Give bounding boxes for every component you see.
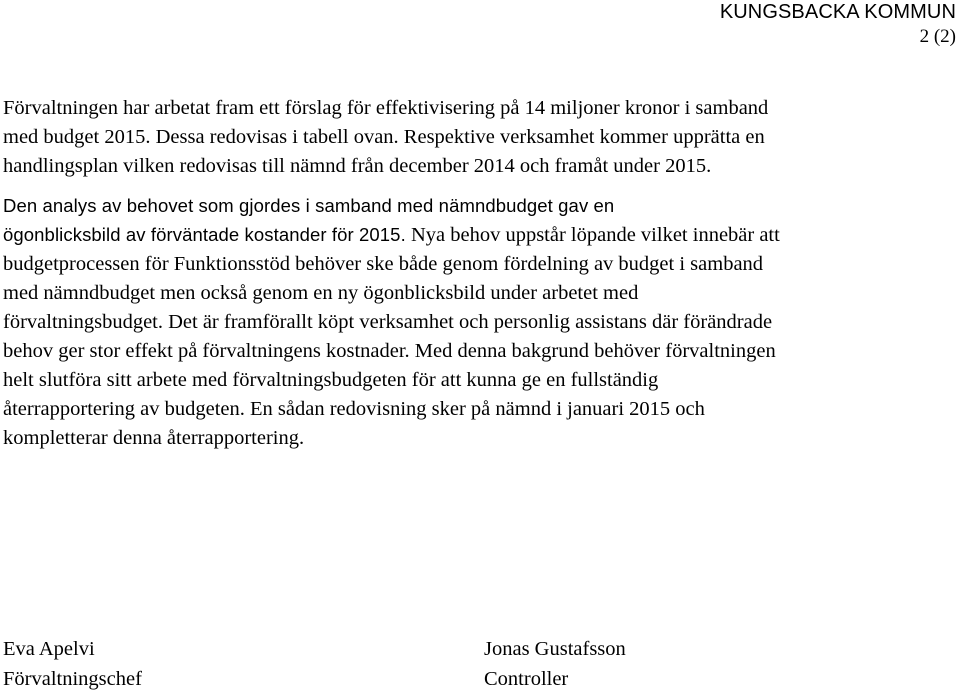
- paragraph-budget-process: [3, 220, 793, 453]
- signatory-title: Förvaltningschef: [3, 668, 142, 690]
- paragraph-budget-process-text: Nya behov uppstår löpande vilket innebär att budgetprocessen för Funktionsstöd behöver ske både genom fördelning av budget i samband med nämndbudget men också genom en ny ögonblicksbild under arbetet med förvaltningsbudget. Det är framförallt köpt verksamhet och personlig assistans där förändrade behov ger stor effekt på förvaltningens kostnader. Med denna bakgrund behöver förvaltningen helt slutföra sitt arbete med förvaltningsbudgeten för att kunna ge en fullständig återrapportering av budgeten. En sådan redovisning sker på nämnd i januari 2015 och kompletterar denna återrapportering.: [3, 224, 780, 449]
- signatory-name: Eva Apelvi: [3, 638, 95, 660]
- paragraph-analysis-line: Den analys av behovet som gjordes i samband med nämndbudget gav en: [3, 195, 615, 216]
- paragraph-analysis-continuation: ögonblicksbild av förväntade kostander för 2015.: [3, 224, 406, 245]
- signature-block-left: [3, 634, 142, 694]
- signatory-title: Controller: [484, 668, 569, 690]
- page-number: 2 (2): [919, 26, 956, 47]
- paragraph-efficiency: Förvaltningen har arbetat fram ett förslag för effektivisering på 14 miljoner kronor i samband med budget 2015. Dessa redovisas i tabell ovan. Respektive verksamhet kommer upprätta en handlingsplan vilken redovisas till nämnd från december 2014 och framåt under 2015.: [3, 97, 769, 177]
- signatory-name: Jonas Gustafsson: [484, 638, 626, 660]
- document-body: [3, 94, 953, 453]
- signature-block-right: [484, 634, 626, 694]
- organization-name: KUNGSBACKA KOMMUN: [719, 1, 956, 23]
- page-header: [720, 0, 956, 49]
